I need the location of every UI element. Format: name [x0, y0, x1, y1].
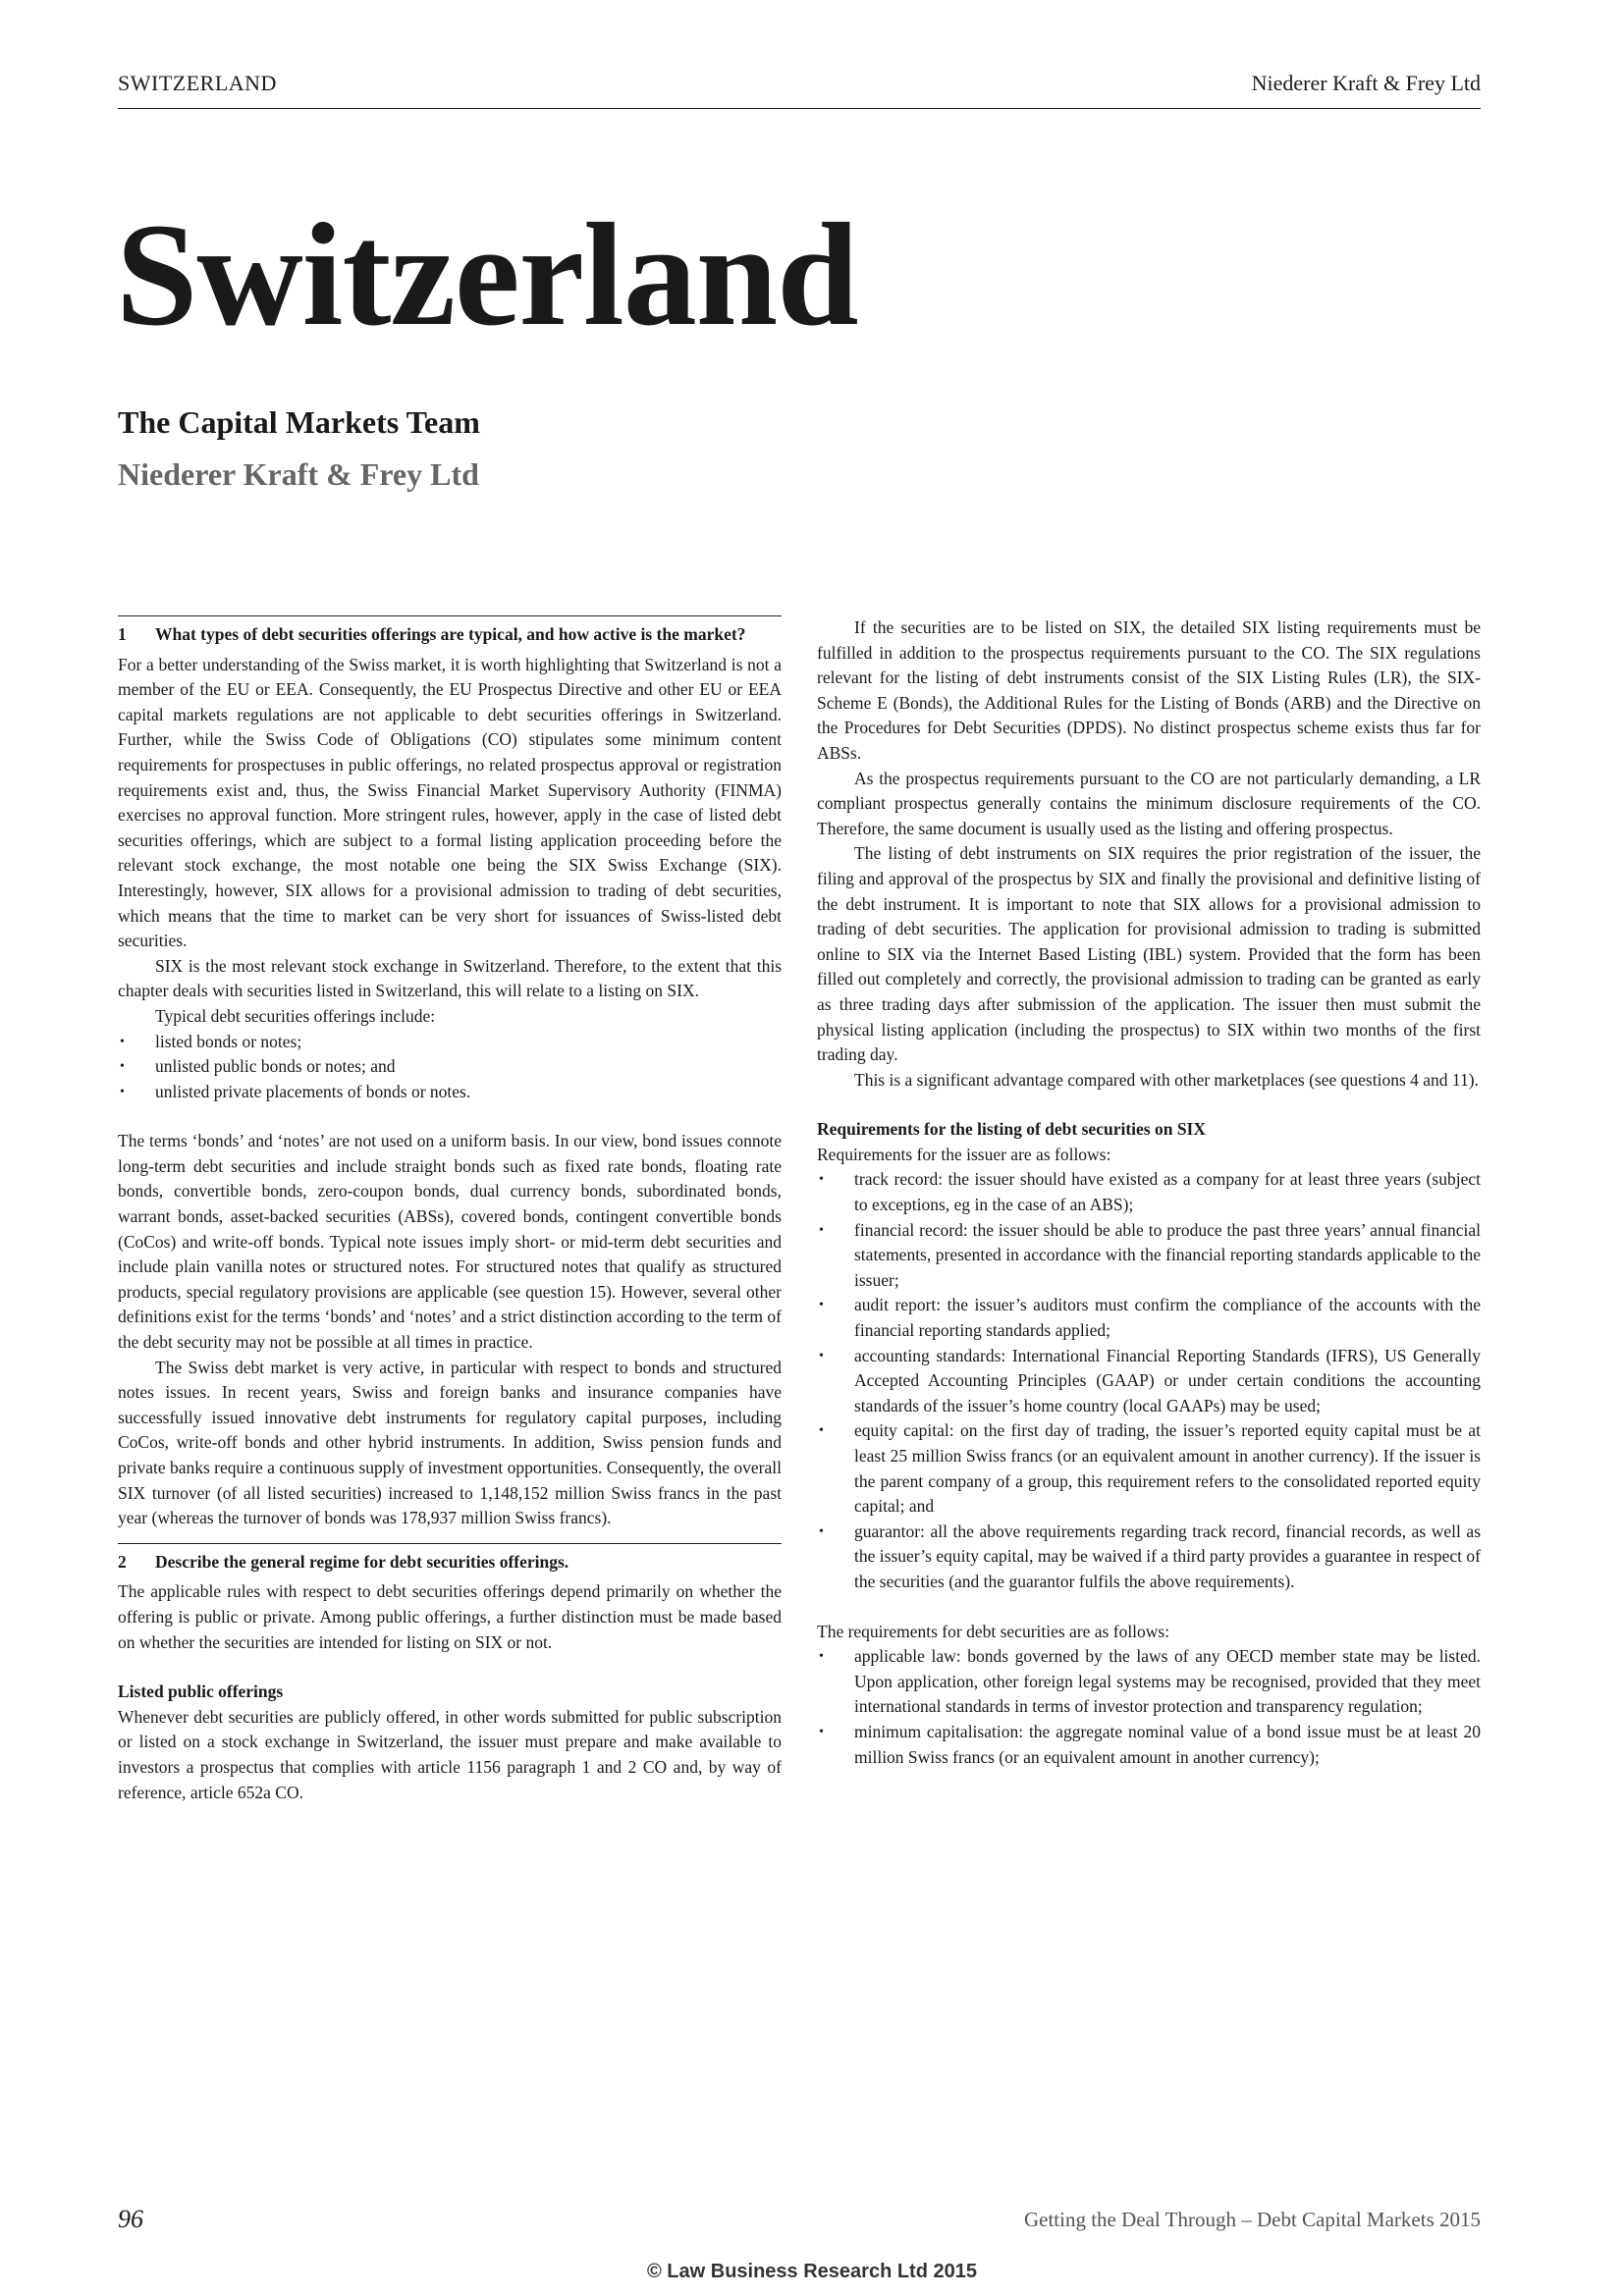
right-column	[817, 615, 1481, 1770]
list-item: • financial record: the issuer should be able to produce the past three years’ annual financial statements, presented in accordance with the financial reporting standards applicable to the issuer;	[817, 1218, 1481, 1294]
header-firm: Niederer Kraft & Frey Ltd	[1251, 71, 1481, 95]
paragraph: This is a significant advantage compared with other marketplaces (see questions 4 and 11).	[854, 1069, 1479, 1090]
page-title: Switzerland	[116, 193, 858, 356]
header-country: SWITZERLAND	[118, 71, 277, 95]
question-number: 1	[118, 624, 127, 644]
question-text: What types of debt securities offerings are typical, and how active is the market?	[155, 624, 746, 644]
paragraph: If the securities are to be listed on SIX, the detailed SIX listing requirements must be fulfilled in addition to the prospectus requirements pursuant to the CO. The SIX regulations relevant for the listing of debt instruments consist of the SIX Listing Rules (LR), the SIX-Scheme E (Bonds), the Additional Rules for the Listing of Bonds (ARB) and the Directive on the Procedures for Debt Securities (DPDS). No distinct prospectus scheme exists thus far for ABSs.	[817, 617, 1481, 763]
list-item: • equity capital: on the first day of trading, the issuer’s reported equity capital must be at least 25 million Swiss francs (or an equivalent amount in another currency). If the issuer is the parent company of a group, this requirement refers to the consolidated reported equity capital; and	[817, 1418, 1481, 1519]
paragraph: The listing of debt instruments on SIX requires the prior registration of the issuer, the filing and approval of the prospectus by SIX and finally the provisional and definitive listing of the debt instrument. It is important to note that SIX allows for a provisional admission to trading of debt securities. The application for provisional admission to trading is submitted online to SIX via the Internet Based Listing (IBL) system. Provided that the form has been filled out completely and correctly, the provisional admission to trading can be granted as early as three trading days after submission of the application. The issuer then must submit the physical listing application (including the prospectus) to SIX within two months of the first trading day.	[817, 843, 1481, 1065]
subheading: Listed public offerings	[118, 1682, 284, 1702]
question-text: Describe the general regime for debt securities offerings.	[155, 1551, 569, 1572]
list-item: • unlisted public bonds or notes; and	[118, 1054, 782, 1080]
paragraph: SIX is the most relevant stock exchange in Switzerland. Therefore, to the extent that this chapter deals with securities listed in Switzerland, this will relate to a listing on SIX.	[118, 955, 782, 1001]
paragraph: The requirements for debt securities are as follows:	[817, 1621, 1170, 1641]
paragraph: As the prospectus requirements pursuant to the CO are not particularly demanding, a LR compliant prospectus generally contains the minimum disclosure requirements of the CO. Therefore, the same document is usually used as the listing and offering prospectus.	[817, 768, 1481, 838]
list-item: • minimum capitalisation: the aggregate nominal value of a bond issue must be at least 20 million Swiss francs (or an equivalent amount in another currency);	[817, 1720, 1481, 1770]
author-team: The Capital Markets Team	[118, 404, 480, 440]
list-item: • guarantor: all the above requirements regarding track record, financial records, as well as the issuer’s equity capital, may be waived if a third party provides a guarantee in respect of the securities (and the guarantor fulfils the above requirements).	[817, 1520, 1481, 1595]
paragraph: The terms ‘bonds’ and ‘notes’ are not used on a uniform basis. In our view, bond issues connote long-term debt securities and include straight bonds such as fixed rate bonds, floating rate bonds, convertible bonds, zero-coupon bonds, dual currency bonds, subordinated bonds, warrant bonds, asset-backed securities (ABSs), covered bonds, contingent convertible bonds (CoCos) and write-off bonds. Typical note issues imply short- or mid-term debt securities and include plain vanilla notes or structured notes. For structured notes that qualify as structured products, special regulatory provisions are applicable (see question 15). However, several other definitions exist for the terms ‘bonds’ and ‘notes’ and a strict distinction according to the term of the debt security may not be possible at all times in practice.	[118, 1131, 782, 1353]
running-header	[118, 71, 1481, 100]
paragraph: The Swiss debt market is very active, in particular with respect to bonds and structured notes issues. In recent years, Swiss and foreign banks and insurance companies have successfully issued innovative debt instruments for regulatory capital purposes, including CoCos, write-off bonds and other hybrid instruments. In addition, Swiss pension funds and private banks require a continuous supply of investment opportunities. Consequently, the overall SIX turnover (of all listed securities) increased to 1,148,152 million Swiss francs in the past year (whereas the turnover of bonds was 178,937 million Swiss francs).	[118, 1357, 782, 1528]
list-item: • track record: the issuer should have existed as a company for at least three years (subject to exceptions, eg in the case of an ABS);	[817, 1167, 1481, 1217]
security-requirements-list	[817, 1644, 1481, 1770]
author-firm: Niederer Kraft & Frey Ltd	[118, 456, 479, 492]
paragraph: The applicable rules with respect to debt securities offerings depend primarily on whether the offering is public or private. Among public offerings, a further distinction must be made based on whether the securities are intended for listing on SIX or not.	[118, 1581, 782, 1652]
paragraph: Requirements for the issuer are as follows:	[817, 1144, 1111, 1164]
list-item: • accounting standards: International Financial Reporting Standards (IFRS), US Generally Accepted Accounting Principles (GAAP) or under certain conditions the accounting standards of the issuer’s home country (local GAAPs) may be used;	[817, 1344, 1481, 1419]
question-2	[118, 1543, 782, 1575]
copyright-notice: © Law Business Research Ltd 2015	[647, 2261, 977, 2282]
list-item: • applicable law: bonds governed by the laws of any OECD member state may be listed. Upon application, other foreign legal systems may be recognised, provided that they meet international standards in terms of investor protection and transparency regulation;	[817, 1644, 1481, 1720]
page-number: 96	[118, 2205, 143, 2233]
offerings-list	[118, 1030, 782, 1105]
list-item: • unlisted private placements of bonds or notes.	[118, 1080, 782, 1105]
list-item: • listed bonds or notes;	[118, 1030, 782, 1055]
header-rule	[118, 108, 1481, 109]
paragraph: For a better understanding of the Swiss market, it is worth highlighting that Switzerland is not a member of the EU or EEA. Consequently, the EU Prospectus Directive and other EU or EEA capital markets regulations are not applicable to debt securities offerings in Switzerland. Further, while the Swiss Code of Obligations (CO) stipulates some minimum content requirements for prospectuses in public offerings, no related prospectus approval or registration requirements exist and, thus, the Swiss Financial Market Supervisory Authority (FINMA) exercises no approval function. More stringent rules, however, apply in the case of listed debt securities offerings, which are subject to a formal listing application proceeding before the relevant stock exchange, the most notable one being the SIX Swiss Exchange (SIX). Interestingly, however, SIX allows for a provisional admission to trading of debt securities, which means that the time to market can be very short for issuances of Swiss-listed debt securities.	[118, 654, 782, 951]
question-number: 2	[118, 1551, 127, 1572]
question-1	[118, 615, 782, 648]
publication-title: Getting the Deal Through – Debt Capital Markets 2015	[1023, 2208, 1481, 2231]
left-column	[118, 615, 782, 1805]
list-item: • audit report: the issuer’s auditors must confirm the compliance of the accounts with the financial reporting standards applied;	[817, 1293, 1481, 1343]
subheading: Requirements for the listing of debt securities on SIX	[817, 1119, 1207, 1140]
paragraph: Whenever debt securities are publicly offered, in other words submitted for public subscription or listed on a stock exchange in Switzerland, the issuer must prepare and make available to investors a prospectus that complies with article 1156 paragraph 1 and 2 CO and, by way of reference, article 652a CO.	[118, 1706, 782, 1802]
paragraph: Typical debt securities offerings include:	[155, 1005, 436, 1026]
issuer-requirements-list	[817, 1167, 1481, 1594]
